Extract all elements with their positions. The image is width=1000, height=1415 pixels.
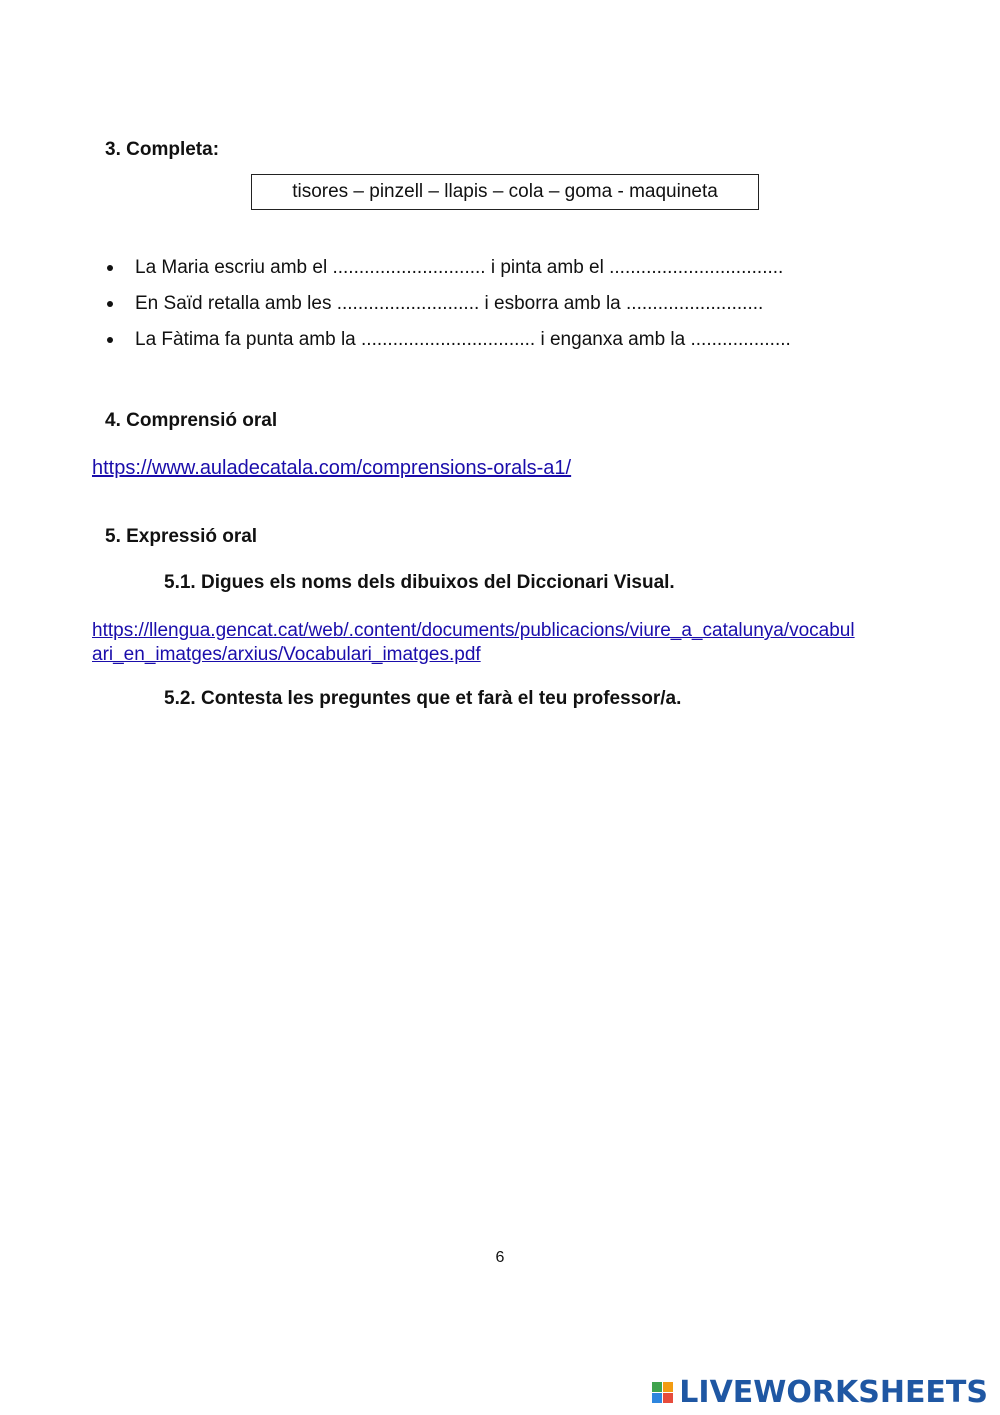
bullet-icon [107, 265, 113, 271]
comprensions-orals-link[interactable]: https://www.auladecatala.com/comprensions-orals-a1/ [92, 457, 572, 479]
list-item-text: La Fàtima fa punta amb la ................................. i enganxa amb la ................... [135, 329, 791, 350]
list-item [105, 292, 905, 328]
liveworksheets-logo [652, 1372, 988, 1412]
page-number: 6 [495, 1249, 505, 1266]
section-5-title: 5. Expressió oral [105, 526, 258, 547]
section-4-title: 4. Comprensió oral [105, 410, 278, 431]
vocabulari-link-line-2[interactable]: ari_en_imatges/arxius/Vocabulari_imatges.pdf [92, 644, 481, 665]
liveworksheets-mark-icon [652, 1382, 673, 1403]
list-item-text: La Maria escriu amb el ............................. i pinta amb el ................................. [135, 257, 784, 278]
bullet-icon [107, 301, 113, 307]
subsection-5-1-title: 5.1. Digues els noms dels dibuixos del Diccionari Visual. [164, 572, 675, 593]
vocabulari-link-block [92, 619, 912, 667]
word-bank-box [251, 174, 759, 210]
list-item [105, 328, 905, 364]
exercise-list [105, 256, 905, 364]
word-bank-text: tisores – pinzell – llapis – cola – goma - maquineta [292, 181, 718, 202]
section-3-title: 3. Completa: [105, 139, 220, 160]
subsection-5-2-title: 5.2. Contesta les preguntes que et farà el teu professor/a. [164, 688, 682, 709]
list-item-text: En Saïd retalla amb les ........................... i esborra amb la .......................... [135, 293, 764, 314]
list-item [105, 256, 905, 292]
vocabulari-link-line-1[interactable]: https://llengua.gencat.cat/web/.content/documents/publicacions/viure_a_catalunya/vocabul [92, 620, 855, 641]
liveworksheets-wordmark: LIVEWORKSHEETS [679, 1374, 988, 1410]
bullet-icon [107, 337, 113, 343]
